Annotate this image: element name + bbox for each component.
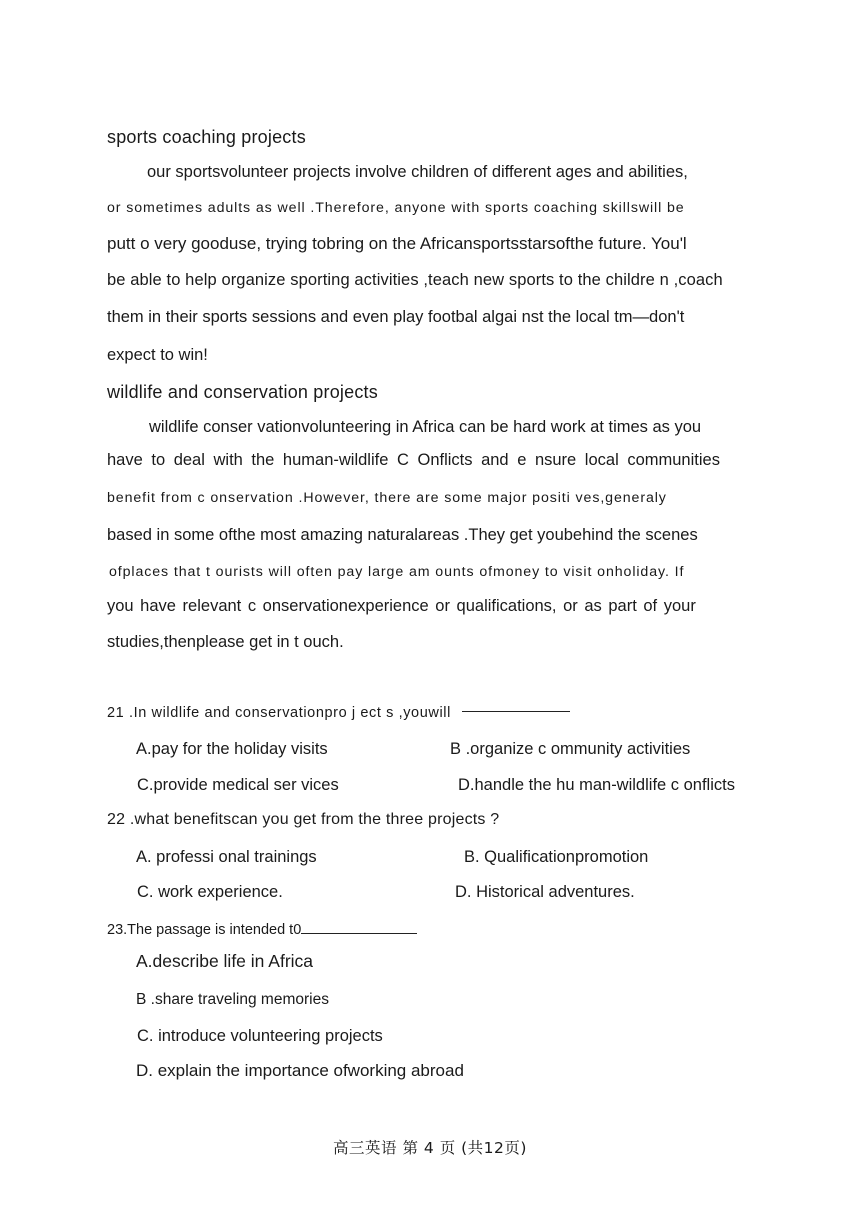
paragraph-line: or sometimes adults as well .Therefore, anyone with sports coaching skillswill be	[107, 200, 685, 216]
paragraph-line: based in some ofthe most amazing naturalareas .They get youbehind the scenes	[107, 526, 698, 544]
option-22-d: D. Historical adventures.	[455, 883, 635, 901]
option-22-b: B. Qualificationpromotion	[464, 848, 649, 866]
option-21-b: B .organize c ommunity activities	[450, 740, 691, 758]
option-23-b: B .share traveling memories	[136, 991, 329, 1008]
paragraph-line: be able to help organize sporting activities ,teach new sports to the childre n ,coach	[107, 271, 723, 289]
paragraph-line: expect to win!	[107, 346, 208, 364]
paragraph-line: putt o very gooduse, trying tobring on the Africansportsstarsofthe future. You'l	[107, 234, 687, 253]
option-22-a: A. professi onal trainings	[136, 848, 317, 866]
paragraph-line: studies,thenplease get in t ouch.	[107, 633, 344, 651]
question-23-stem	[107, 919, 417, 940]
question-22-stem: 22 .what benefitscan you get from the three projects ?	[107, 811, 500, 828]
answer-blank	[301, 919, 417, 934]
paragraph-line: ofplaces that t ourists will often pay large am ounts ofmoney to visit onholiday. If	[109, 564, 685, 580]
option-23-c: C. introduce volunteering projects	[137, 1027, 383, 1045]
page-footer: 高三英语 第 4 页 (共12页)	[333, 1139, 527, 1157]
paragraph-line: them in their sports sessions and even play footbal algai nst the local tm—don't	[107, 308, 685, 326]
option-21-d: D.handle the hu man-wildlife c onflicts	[458, 776, 735, 794]
option-21-c: C.provide medical ser vices	[137, 776, 339, 794]
paragraph-line: our sportsvolunteer projects involve children of different ages and abilities,	[147, 163, 688, 181]
paragraph-line: you have relevant c onservationexperience or qualifications, or as part of your	[107, 597, 696, 615]
option-23-d: D. explain the importance ofworking abroad	[136, 1061, 464, 1080]
section-heading-wildlife: wildlife and conservation projects	[107, 382, 378, 402]
question-stem-text: 21 .In wildlife and conservationpro j ect s ,youwill	[107, 705, 451, 721]
option-23-a: A.describe life in Africa	[136, 951, 314, 971]
answer-blank	[462, 711, 570, 712]
option-21-a: A.pay for the holiday visits	[136, 740, 328, 758]
question-stem-text: 23.The passage is intended t0	[107, 922, 302, 938]
paragraph-line: benefit from c onservation .However, there are some major positi ves,generaly	[107, 490, 667, 506]
option-22-c: C. work experience.	[137, 883, 283, 901]
paragraph-line: have to deal with the human-wildlife C Onflicts and e nsure local communities	[107, 451, 720, 469]
question-21-stem	[107, 703, 570, 723]
paragraph-line: wildlife conser vationvolunteering in Africa can be hard work at times as you	[149, 418, 702, 436]
section-heading-sports: sports coaching projects	[107, 127, 306, 147]
